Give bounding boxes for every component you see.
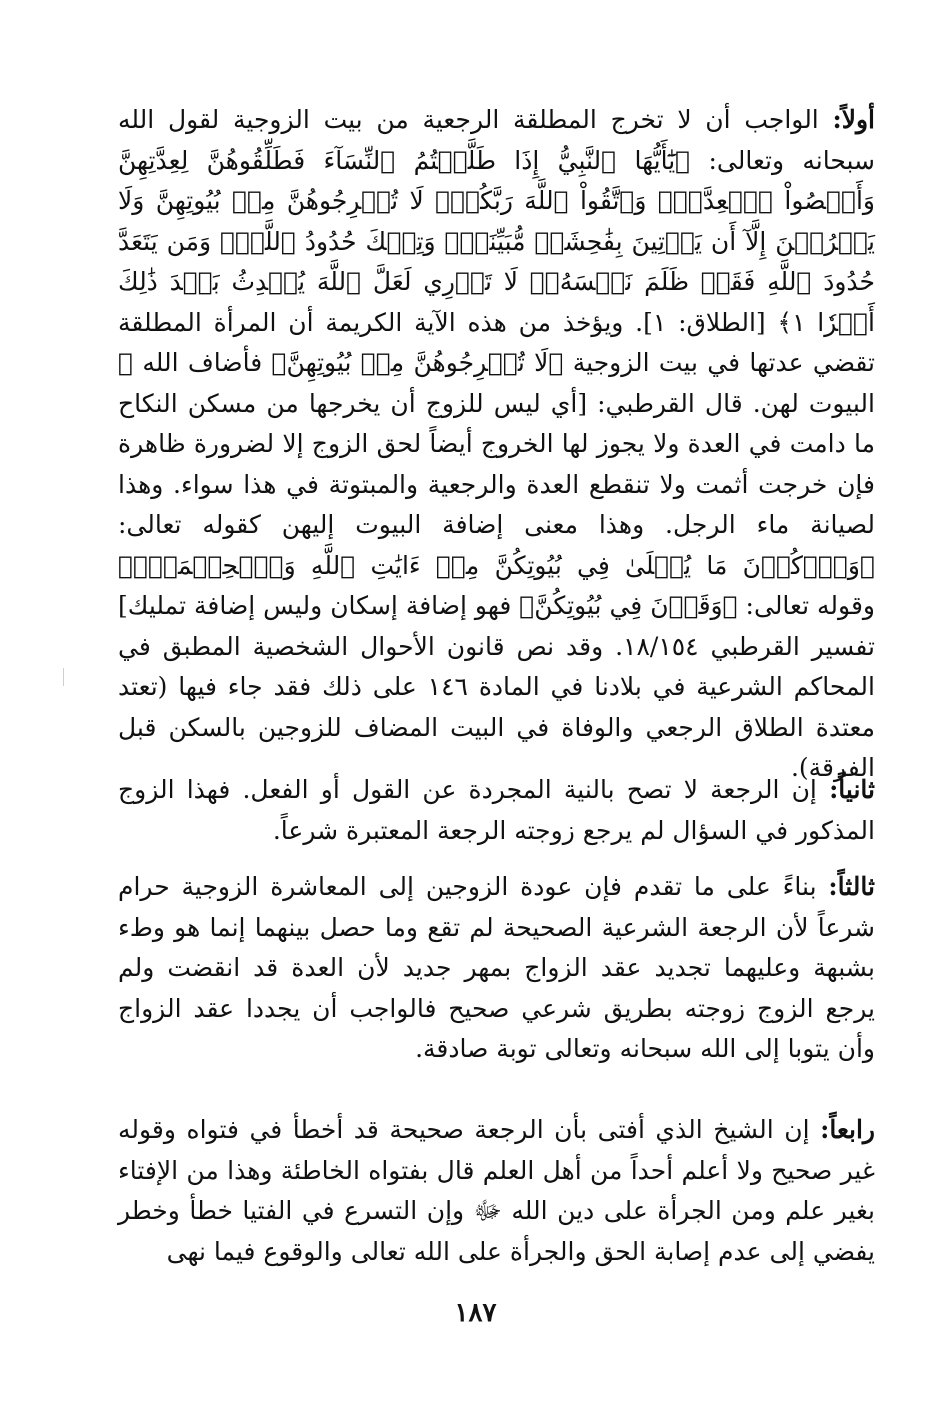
paragraph-heading-third: ثالثاً: [828, 872, 875, 901]
page-number: ١٨٧ [454, 1298, 497, 1328]
paragraph-heading-first: أولاً: [832, 105, 875, 134]
paragraph-heading-second: ثانياً: [829, 775, 875, 804]
paragraph-first [118, 100, 875, 789]
paragraph-second [118, 770, 875, 851]
paragraph-third [118, 867, 875, 1070]
paragraph-body-third: بناءً على ما تقدم فإن عودة الزوجين إلى المعاشرة الزوجية حرام شرعاً لأن الرجعة الشرعية الصحيحة لم تقع وما حصل بينهما إنما هو وطء بشبهة وعليهما تجديد عقد الزواج بمهر جديد لأن العدة قد انقضت ولم يرجع الزوج زوجته بطريق شرعي صحيح فالواجب أن يجددا عقد الزواج وأن يتوبا إلى الله سبحانه وتعالى توبة صادقة. [118, 872, 875, 1063]
scan-artifact-line [63, 668, 64, 686]
paragraph-body-fourth: إن الشيخ الذي أفتى بأن الرجعة صحيحة قد أخطأ في فتواه وقوله غير صحيح ولا أعلم أحداً من أهل العلم قال بفتواه الخاطئة وهذا من الإفتاء بغير علم ومن الجرأة على دين الله ﷻ وإن التسرع في الفتيا خطأ وخطر يفضي إلى عدم إصابة الحق والجرأة على الله تعالى والوقوع فيما نهى [118, 1115, 875, 1266]
paragraph-fourth [118, 1110, 875, 1272]
paragraph-body-first: الواجب أن لا تخرج المطلقة الرجعية من بيت الزوجية لقول الله سبحانه وتعالى: ﴿يَٰٓأَيُّهَا ٱلنَّبِيُّ إِذَا طَلَّقۡتُمُ ٱلنِّسَآءَ فَطَلِّقُوهُنَّ لِعِدَّتِهِنَّ وَأَحۡصُواْ ٱلۡعِدَّةَۖ وَٱتَّقُواْ ٱللَّهَ رَبَّكُمۡۖ لَا تُخۡرِجُوهُنَّ مِنۢ بُيُوتِهِنَّ وَلَا يَخۡرُجۡنَ إِلَّآ أَن يَأۡتِينَ بِفَٰحِشَةٖ مُّبَيِّنَةٖۚ وَتِلۡكَ حُدُودُ ٱللَّهِۚ وَمَن يَتَعَدَّ حُدُودَ ٱللَّهِ فَقَدۡ ظَلَمَ نَفۡسَهُۥۚ لَا تَدۡرِي لَعَلَّ ٱللَّهَ يُحۡدِثُ بَعۡدَ ذَٰلِكَ أَمۡرٗا ١﴾ [الطلاق: ١]. ويؤخذ من هذه الآية الكريمة أن المرأة المطلقة تقضي عدتها في بيت الزوجية ﴿لَا تُخۡرِجُوهُنَّ مِنۢ بُيُوتِهِنَّ﴾ فأضاف الله ﷻ البيوت لهن. قال القرطبي: [أي ليس للزوج أن يخرجها من مسكن النكاح ما دامت في العدة ولا يجوز لها الخروج أيضاً لحق الزوج إلا لضرورة ظاهرة فإن خرجت أثمت ولا تنقطع العدة والرجعية والمبتوتة في هذا سواء. وهذا لصيانة ماء الرجل. وهذا معنى إضافة البيوت إليهن كقوله تعالى: ﴿وَٱذۡكُرۡنَ مَا يُتۡلَىٰ فِي بُيُوتِكُنَّ مِنۡ ءَايَٰتِ ٱللَّهِ وَٱلۡحِكۡمَةِۚ﴾ وقوله تعالى: ﴿وَقَرۡنَ فِي بُيُوتِكُنَّ﴾ فهو إضافة إسكان وليس إضافة تمليك] تفسير القرطبي ١٨/١٥٤. وقد نص قانون الأحوال الشخصية المطبق في المحاكم الشرعية في بلادنا في المادة ١٤٦ على ذلك فقد جاء فيها (تعتد معتدة الطلاق الرجعي والوفاة في البيت المضاف للزوجين بالسكن قبل الفرقة). [118, 105, 876, 782]
paragraph-heading-fourth: رابعاً: [820, 1115, 875, 1144]
paragraph-body-second: إن الرجعة لا تصح بالنية المجردة عن القول أو الفعل. فهذا الزوج المذكور في السؤال لم يرجع زوجته الرجعة المعتبرة شرعاً. [118, 775, 875, 845]
